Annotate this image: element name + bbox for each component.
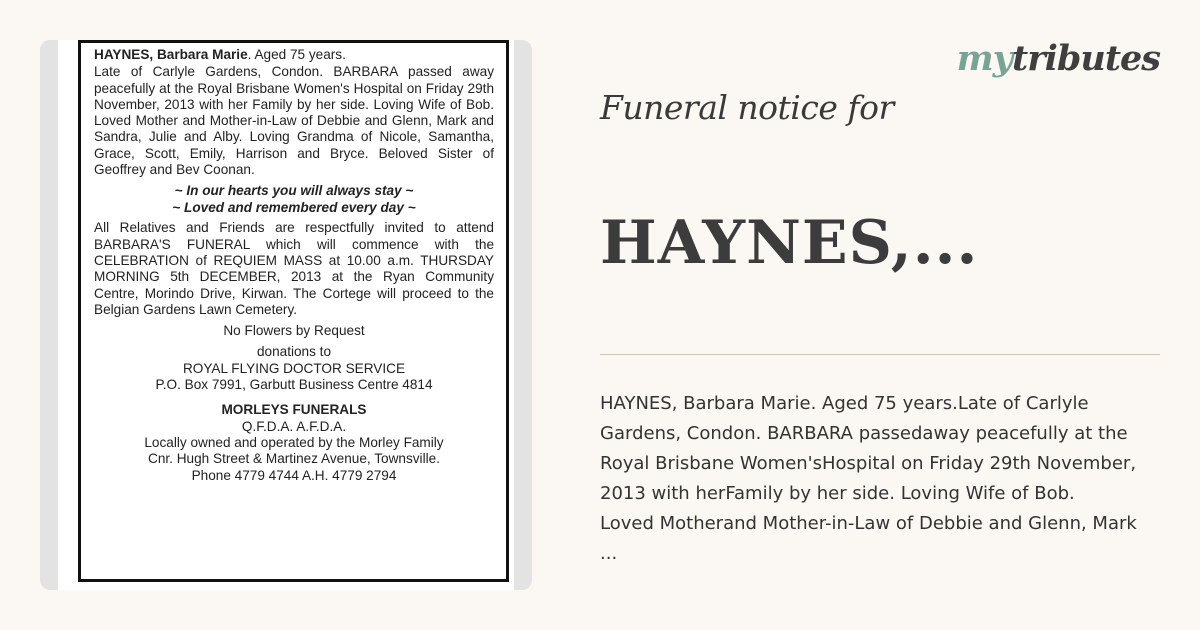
notice-ownership: Locally owned and operated by the Morley Family xyxy=(144,434,444,450)
notice-verse-line-2: ~ Loved and remembered every day ~ xyxy=(172,200,416,216)
mytributes-logo[interactable] xyxy=(957,38,1160,79)
notice-body-family: Late of Carlyle Gardens, Condon. BARBARA passed away peacefully at the Royal Brisbane Women's Hospital on Friday 29th November, 2013 with her Family by her side. Loving Wife of Bob. Loved Mother and Mother-in-Law of Debbie and Glenn, Mark and Sandra, Julie and Alby. Loving Grandma of Nicole, Samantha, Grace, Scott, Emily, Harrison and Bryce. Beloved Sister of Geoffrey and Bev Coonan. xyxy=(94,64,494,178)
notice-charity: ROYAL FLYING DOCTOR SERVICE xyxy=(182,360,406,376)
notice-deceased-name: HAYNES, Barbara Marie xyxy=(94,47,248,62)
notice-body-service: All Relatives and Friends are respectfully invited to attend BARBARA'S FUNERAL which will commence with the CELEBRATION of REQUIEM MASS at 10.00 a.m. THURSDAY MORNING 5th DECEMBER, 2013 at the Ryan Community Centre, Morindo Drive, Kirwan. The Cortege will proceed to the Belgian Gardens Lawn Cemetery. xyxy=(94,220,494,317)
notice-image-frame xyxy=(40,40,532,590)
notice-paper xyxy=(58,40,514,590)
logo-suffix: tributes xyxy=(1012,38,1160,79)
notice-verse-line-1: ~ In our hearts you will always stay ~ xyxy=(174,183,414,199)
notice-heading xyxy=(94,47,494,63)
notice-no-flowers: No Flowers by Request xyxy=(223,323,365,339)
funeral-notice-clipping xyxy=(78,40,509,582)
notice-summary: HAYNES, Barbara Marie. Aged 75 years.Late of Carlyle Gardens, Condon. BARBARA passedaway peacefully at the Royal Brisbane Women'sHospital on Friday 29th November, 2013 with herFamily by her side. Loving Wife of Bob. Loved Motherand Mother-in-Law of Debbie and Glenn, Mark ... xyxy=(600,393,1137,564)
logo-prefix: my xyxy=(956,38,1013,79)
page-title: HAYNES,... xyxy=(600,208,979,278)
notice-donations: donations to xyxy=(256,344,332,360)
notice-age: . Aged 75 years. xyxy=(247,47,346,62)
divider xyxy=(600,354,1160,355)
page-subtitle: Funeral notice for xyxy=(600,88,894,127)
notice-director-phone: Phone 4779 4744 A.H. 4779 2794 xyxy=(191,467,397,483)
notice-accreditation: Q.F.D.A. A.F.D.A. xyxy=(241,418,347,434)
notice-verse xyxy=(94,182,494,216)
notice-funeral-director: MORLEYS FUNERALS xyxy=(221,402,367,418)
notice-charity-address: P.O. Box 7991, Garbutt Business Centre 4814 xyxy=(155,377,433,393)
notice-director-address: Cnr. Hugh Street & Martinez Avenue, Townsville. xyxy=(148,451,440,467)
